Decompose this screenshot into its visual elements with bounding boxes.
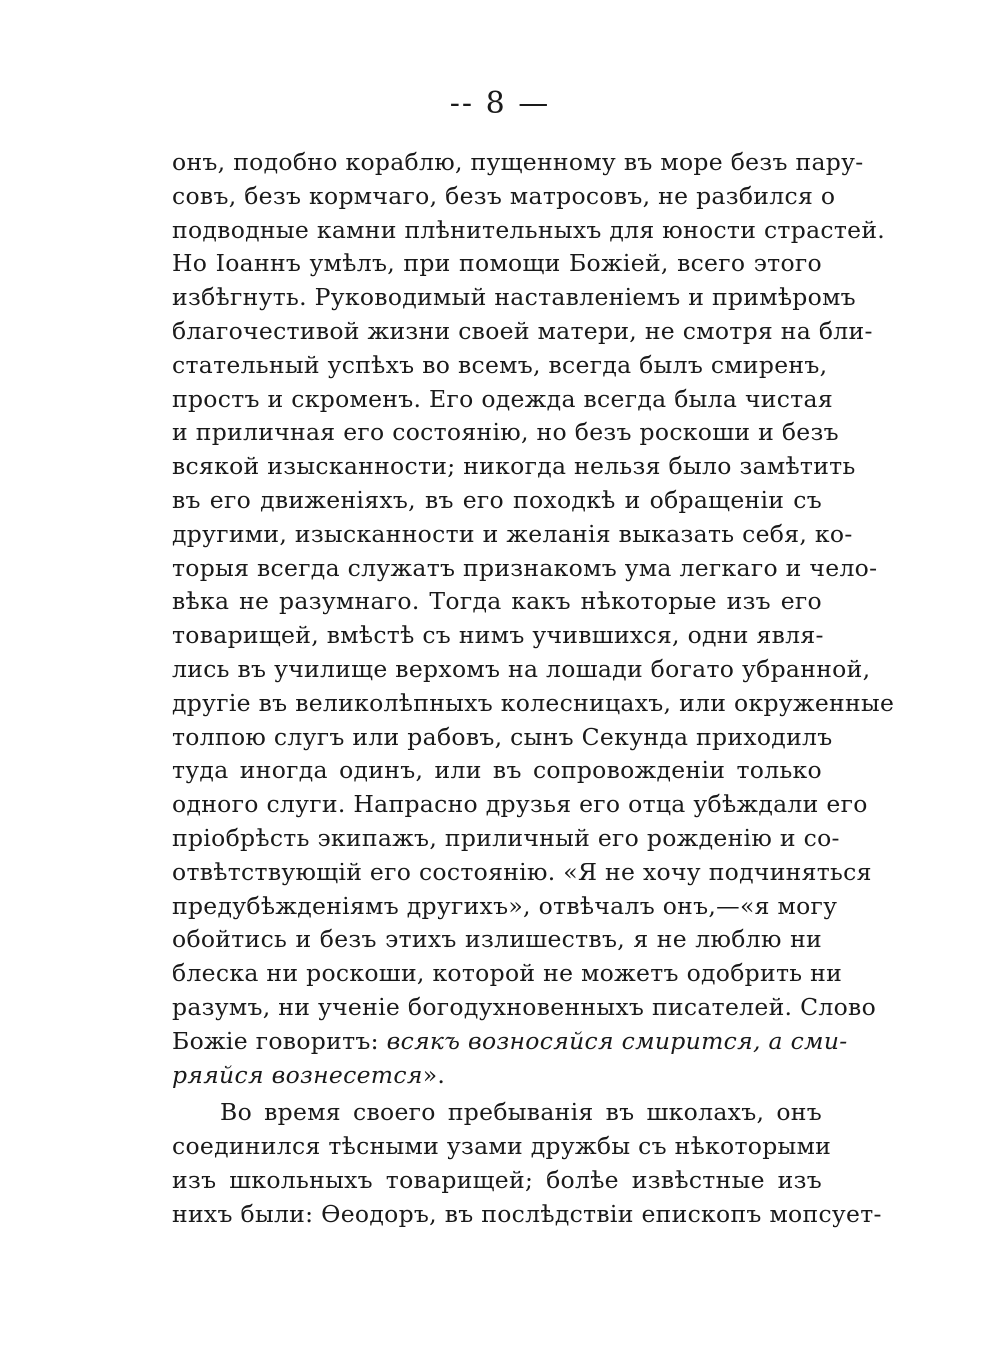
text-line: вѣка не разумнаго. Тогда какъ нѣкоторые изъ его bbox=[172, 587, 822, 616]
text-line: стательный успѣхъ во всемъ, всегда былъ смиренъ, bbox=[172, 350, 828, 379]
text-line: разумъ, ни ученіе богодухновенныхъ писателей. Слово bbox=[172, 992, 877, 1021]
text-line: простъ и скроменъ. Его одежда всегда была чистая bbox=[172, 384, 833, 413]
text-line: другими, изысканности и желанія выказать себя, ко- bbox=[172, 519, 853, 548]
text-line: избѣгнуть. Руководимый наставленіемъ и примѣромъ bbox=[172, 283, 856, 312]
text-line: совъ, безъ кормчаго, безъ матросовъ, не разбился о bbox=[172, 181, 836, 210]
text-line: нихъ были: Ѳеодоръ, въ послѣдствіи епископъ мопсует- bbox=[172, 1199, 882, 1228]
quote-line bbox=[172, 1025, 848, 1059]
quote-end-line bbox=[172, 1059, 822, 1093]
text-line: изъ школьныхъ товарищей; болѣе извѣстные изъ bbox=[172, 1165, 822, 1194]
quote-prefix: Божіе говоритъ: bbox=[172, 1026, 387, 1055]
paragraph-2 bbox=[172, 1096, 882, 1231]
text-line: Во время своего пребыванія въ школахъ, онъ bbox=[220, 1098, 822, 1127]
scripture-quote-end: ряяйся вознесется bbox=[172, 1060, 423, 1089]
text-line: пріобрѣсть экипажъ, приличный его рожденію и со- bbox=[172, 823, 840, 852]
paragraph-1 bbox=[172, 146, 895, 1092]
scripture-quote: всякъ возносяйся смирится, а сми- bbox=[386, 1026, 848, 1055]
text-line: предубѣжденіямъ другихъ», отвѣчалъ онъ,—«я могу bbox=[172, 891, 838, 920]
text-line: блеска ни роскоши, которой не можетъ одобрить ни bbox=[172, 959, 843, 988]
text-line: отвѣтствующій его состоянію. «Я не хочу подчиняться bbox=[172, 857, 872, 886]
text-line: товарищей, вмѣстѣ съ нимъ учившихся, одни явля- bbox=[172, 621, 824, 650]
text-line: толпою слугъ или рабовъ, сынъ Секунда приходилъ bbox=[172, 722, 833, 751]
text-line: въ его движеніяхъ, въ его походкѣ и обращеніи съ bbox=[172, 485, 822, 514]
body-text bbox=[172, 146, 895, 1232]
text-line: лись въ училище верхомъ на лошади богато убранной, bbox=[172, 654, 871, 683]
text-line: другіе въ великолѣпныхъ колесницахъ, или окруженные bbox=[172, 688, 895, 717]
text-line: торыя всегда служатъ признакомъ ума легкаго и чело- bbox=[172, 553, 878, 582]
text-line: всякой изысканности; никогда нельзя было замѣтить bbox=[172, 452, 856, 481]
text-line: одного слуги. Напрасно друзья его отца убѣждали его bbox=[172, 790, 868, 819]
text-line: онъ, подобно кораблю, пущенному въ море безъ пару- bbox=[172, 148, 864, 176]
text-line: подводные камни плѣнительныхъ для юности страстей. bbox=[172, 215, 886, 244]
text-line: Но Іоаннъ умѣлъ, при помощи Божіей, всего этого bbox=[172, 249, 822, 278]
text-line: соединился тѣсными узами дружбы съ нѣкоторыми bbox=[172, 1132, 832, 1161]
text-line: туда иногда одинъ, или въ сопровожденіи только bbox=[172, 756, 822, 785]
text-line: и приличная его состоянію, но безъ роскоши и безъ bbox=[172, 418, 839, 447]
page-number: -- 8 — bbox=[449, 86, 551, 121]
text-line: благочестивой жизни своей матери, не смотря на бли- bbox=[172, 316, 873, 345]
text-line: обойтись и безъ этихъ излишествъ, я не люблю ни bbox=[172, 925, 822, 954]
quote-closing: ». bbox=[422, 1060, 446, 1089]
